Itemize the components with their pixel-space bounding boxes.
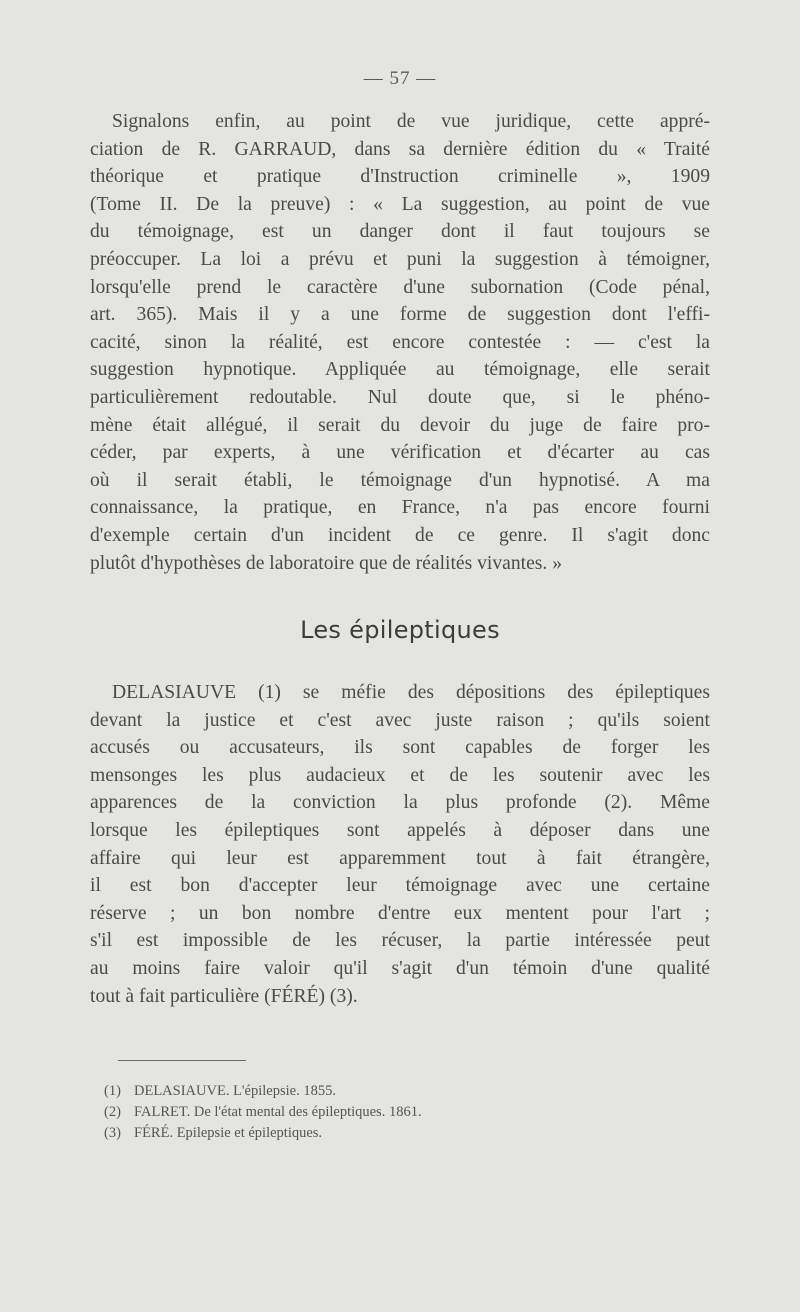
text-line: apparences de la conviction la plus profonde (2). Même [90, 792, 710, 814]
footnote-divider [118, 1060, 246, 1061]
text-line: plutôt d'hypothèses de laboratoire que de réalités vivantes. » [90, 552, 563, 574]
text-line: d'exemple certain d'un incident de ce genre. Il s'agit donc [90, 524, 710, 546]
text-line: il est bon d'accepter leur témoignage avec une certaine [90, 875, 710, 897]
text-line: lorsque les épileptiques sont appelés à déposer dans une [90, 819, 710, 841]
footnote-text: FÉRÉ. Epilepsie et épileptiques. [134, 1125, 323, 1141]
text-line: préoccuper. La loi a prévu et puni la suggestion à témoigner, [90, 248, 710, 270]
text-line: DELASIAUVE (1) se méfie des dépositions des épileptiques [112, 682, 710, 703]
text-line: mène était allégué, il serait du devoir du juge de faire pro- [90, 414, 710, 436]
footnote [104, 1102, 664, 1123]
footnote-text: DELASIAUVE. L'épilepsie. 1855. [134, 1083, 336, 1099]
text-line: suggestion hypnotique. Appliquée au témoignage, elle serait [90, 359, 710, 381]
text-line: devant la justice et c'est avec juste raison ; qu'ils soient [90, 709, 710, 731]
text-line: du témoignage, est un danger dont il faut toujours se [90, 221, 710, 243]
text-line: réserve ; un bon nombre d'entre eux mentent pour l'art ; [90, 902, 710, 924]
paragraph-garraud [90, 108, 710, 577]
text-line: Signalons enfin, au point de vue juridique, cette appré- [112, 111, 710, 132]
text-line: au moins faire valoir qu'il s'agit d'un témoin d'une qualité [90, 957, 710, 979]
text-line: particulièrement redoutable. Nul doute que, si le phéno- [90, 386, 710, 408]
page-number: — 57 — [363, 68, 437, 89]
footnote-text: FALRET. De l'état mental des épileptiques. 1861. [134, 1104, 422, 1120]
text-line: mensonges les plus audacieux et de les soutenir avec les [90, 764, 710, 786]
text-line: lorsqu'elle prend le caractère d'une subornation (Code pénal, [90, 276, 710, 298]
text-line: ciation de R. GARRAUD, dans sa dernière édition du « Traité [90, 138, 710, 160]
footnote [104, 1081, 664, 1102]
text-line: affaire qui leur est apparemment tout à fait étrangère, [90, 847, 710, 869]
text-line: où il serait établi, le témoignage d'un hypnotisé. A ma [90, 469, 710, 491]
text-line: (Tome II. De la preuve) : « La suggestion, au point de vue [90, 193, 710, 215]
footnote-number: (3) [104, 1125, 121, 1141]
text-line: céder, par experts, à une vérification et d'écarter au cas [90, 442, 710, 464]
text-line: s'il est impossible de les récuser, la partie intéressée peut [90, 930, 710, 952]
text-line: connaissance, la pratique, en France, n'a pas encore fourni [90, 497, 710, 519]
footnote-number: (2) [104, 1104, 121, 1120]
footnote-number: (1) [104, 1083, 121, 1099]
text-line: accusés ou accusateurs, ils sont capables de forger les [90, 737, 710, 759]
text-line: théorique et pratique d'Instruction criminelle », 1909 [90, 166, 710, 188]
text-line: art. 365). Mais il y a une forme de suggestion dont l'effi- [90, 304, 710, 326]
paragraph-epileptiques [90, 679, 710, 1010]
footnotes [104, 1081, 664, 1144]
text-line: cacité, sinon la réalité, est encore contestée : — c'est la [90, 331, 710, 353]
text-line: tout à fait particulière (FÉRÉ) (3). [90, 985, 358, 1007]
section-heading: Les épileptiques [300, 616, 500, 644]
footnote [104, 1123, 664, 1144]
